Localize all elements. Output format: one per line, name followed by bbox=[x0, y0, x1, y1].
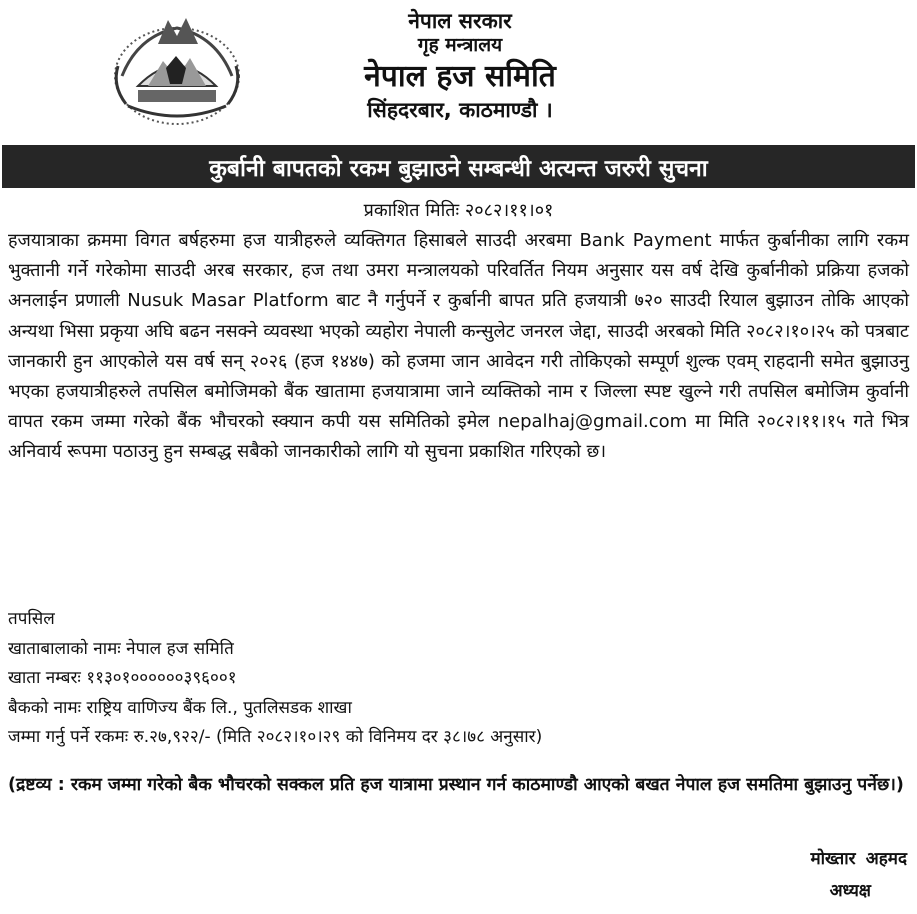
nepal-emblem-icon bbox=[108, 6, 246, 130]
signatory-title: अध्यक्ष bbox=[829, 881, 871, 901]
published-date: प्रकाशित मितिः २०८२।११।०१ bbox=[363, 200, 554, 221]
account-number: खाता नम्बरः ११३०१००००००३९६००१ bbox=[8, 668, 237, 688]
details-heading: तपसिल bbox=[8, 609, 55, 629]
org-header bbox=[300, 10, 620, 122]
deposit-amount: जम्मा गर्नु पर्ने रकमः रु.२७,९२२/- (मिति २०८२।१०।२९ को विनिमय दर ३८।७८ अनुसार) bbox=[8, 727, 543, 747]
ministry-name: गृह मन्त्रालय bbox=[417, 34, 503, 57]
signatory-name: मोख्तार अहमद bbox=[810, 849, 907, 869]
notice-body: हजयात्राका क्रममा विगत बर्षहरुमा हज यात्रीहरुले व्यक्तिगत हिसाबले साउदी अरबमा Bank Payment मार्फत कुर्बानीका लागि रकम भुक्तानी गर्ने गरेकोमा साउदी अरब सरकार, हज तथा उमरा मन्त्रालयको परिवर्तित नियम अनुसार यस वर्ष देखि कुर्बानीको प्रक्रिया हजको अनलाईन प्रणाली Nusuk Masar Platform बाट नै गर्नुपर्ने र कुर्बानी बापत प्रति हजयात्री ७२० साउदी रियाल बुझाउन तोकि आएको अन्यथा भिसा प्रकृया अघि बढन नसक्ने व्यवस्था भएको व्यहोरा नेपाली कन्सुलेट जनरल जेद्दा, साउदी अरबको मिति २०८२।१०।२५ को पत्रबाट जानकारी हुन आएकोले यस वर्ष सन् २०२६ (हज १४४७) को हजमा जान आवेदन गरी तोकिएको सम्पूर्ण शुल्क एवम् राहदानी समेत बुझाउनु भएका हजयात्रीहरुले तपसिल बमोजिमको बैंक खातामा हजयात्रामा जाने व्यक्तिको नाम र जिल्ला स्पष्ट खुल्ने गरी तपसिल बमोजिम कुर्वानी वापत रकम जम्मा गरेको बैंक भौचरको स्क्यान कपी यस समितिको इमेल nepalhaj@gmail.com मा मिति २०८२।११।१५ गते भित्र अनिवार्य रूपमा पठाउनु हुन सम्बद्ध सबैको जानकारीको लागि यो सुचना प्रकाशित गरिएको छ। bbox=[8, 230, 909, 463]
notice-title: कुर्बानी बापतको रकम बुझाउने सम्बन्धी अत्यन्त जरुरी सुचना bbox=[2, 145, 915, 188]
bank-details bbox=[8, 605, 909, 753]
note-text: (द्रष्टव्य : रकम जम्मा गरेको बैक भौचरको सक्कल प्रति हज यात्रामा प्रस्थान गर्न काठमाण्डौ आएको बखत नेपाल हज समतिमा बुझाउनु पर्नेछ।) bbox=[8, 775, 904, 795]
account-name: खाताबालाको नामः नेपाल हज समिति bbox=[8, 638, 234, 659]
committee-name: नेपाल हज समिति bbox=[364, 58, 556, 94]
bank-name: बैकको नामः राष्ट्रिय वाणिज्य बैंक लि., पुतलिसडक शाखा bbox=[8, 697, 352, 718]
office-address: सिंहदरबार, काठमाण्डौ । bbox=[367, 97, 553, 122]
government-name: नेपाल सरकार bbox=[408, 9, 512, 33]
